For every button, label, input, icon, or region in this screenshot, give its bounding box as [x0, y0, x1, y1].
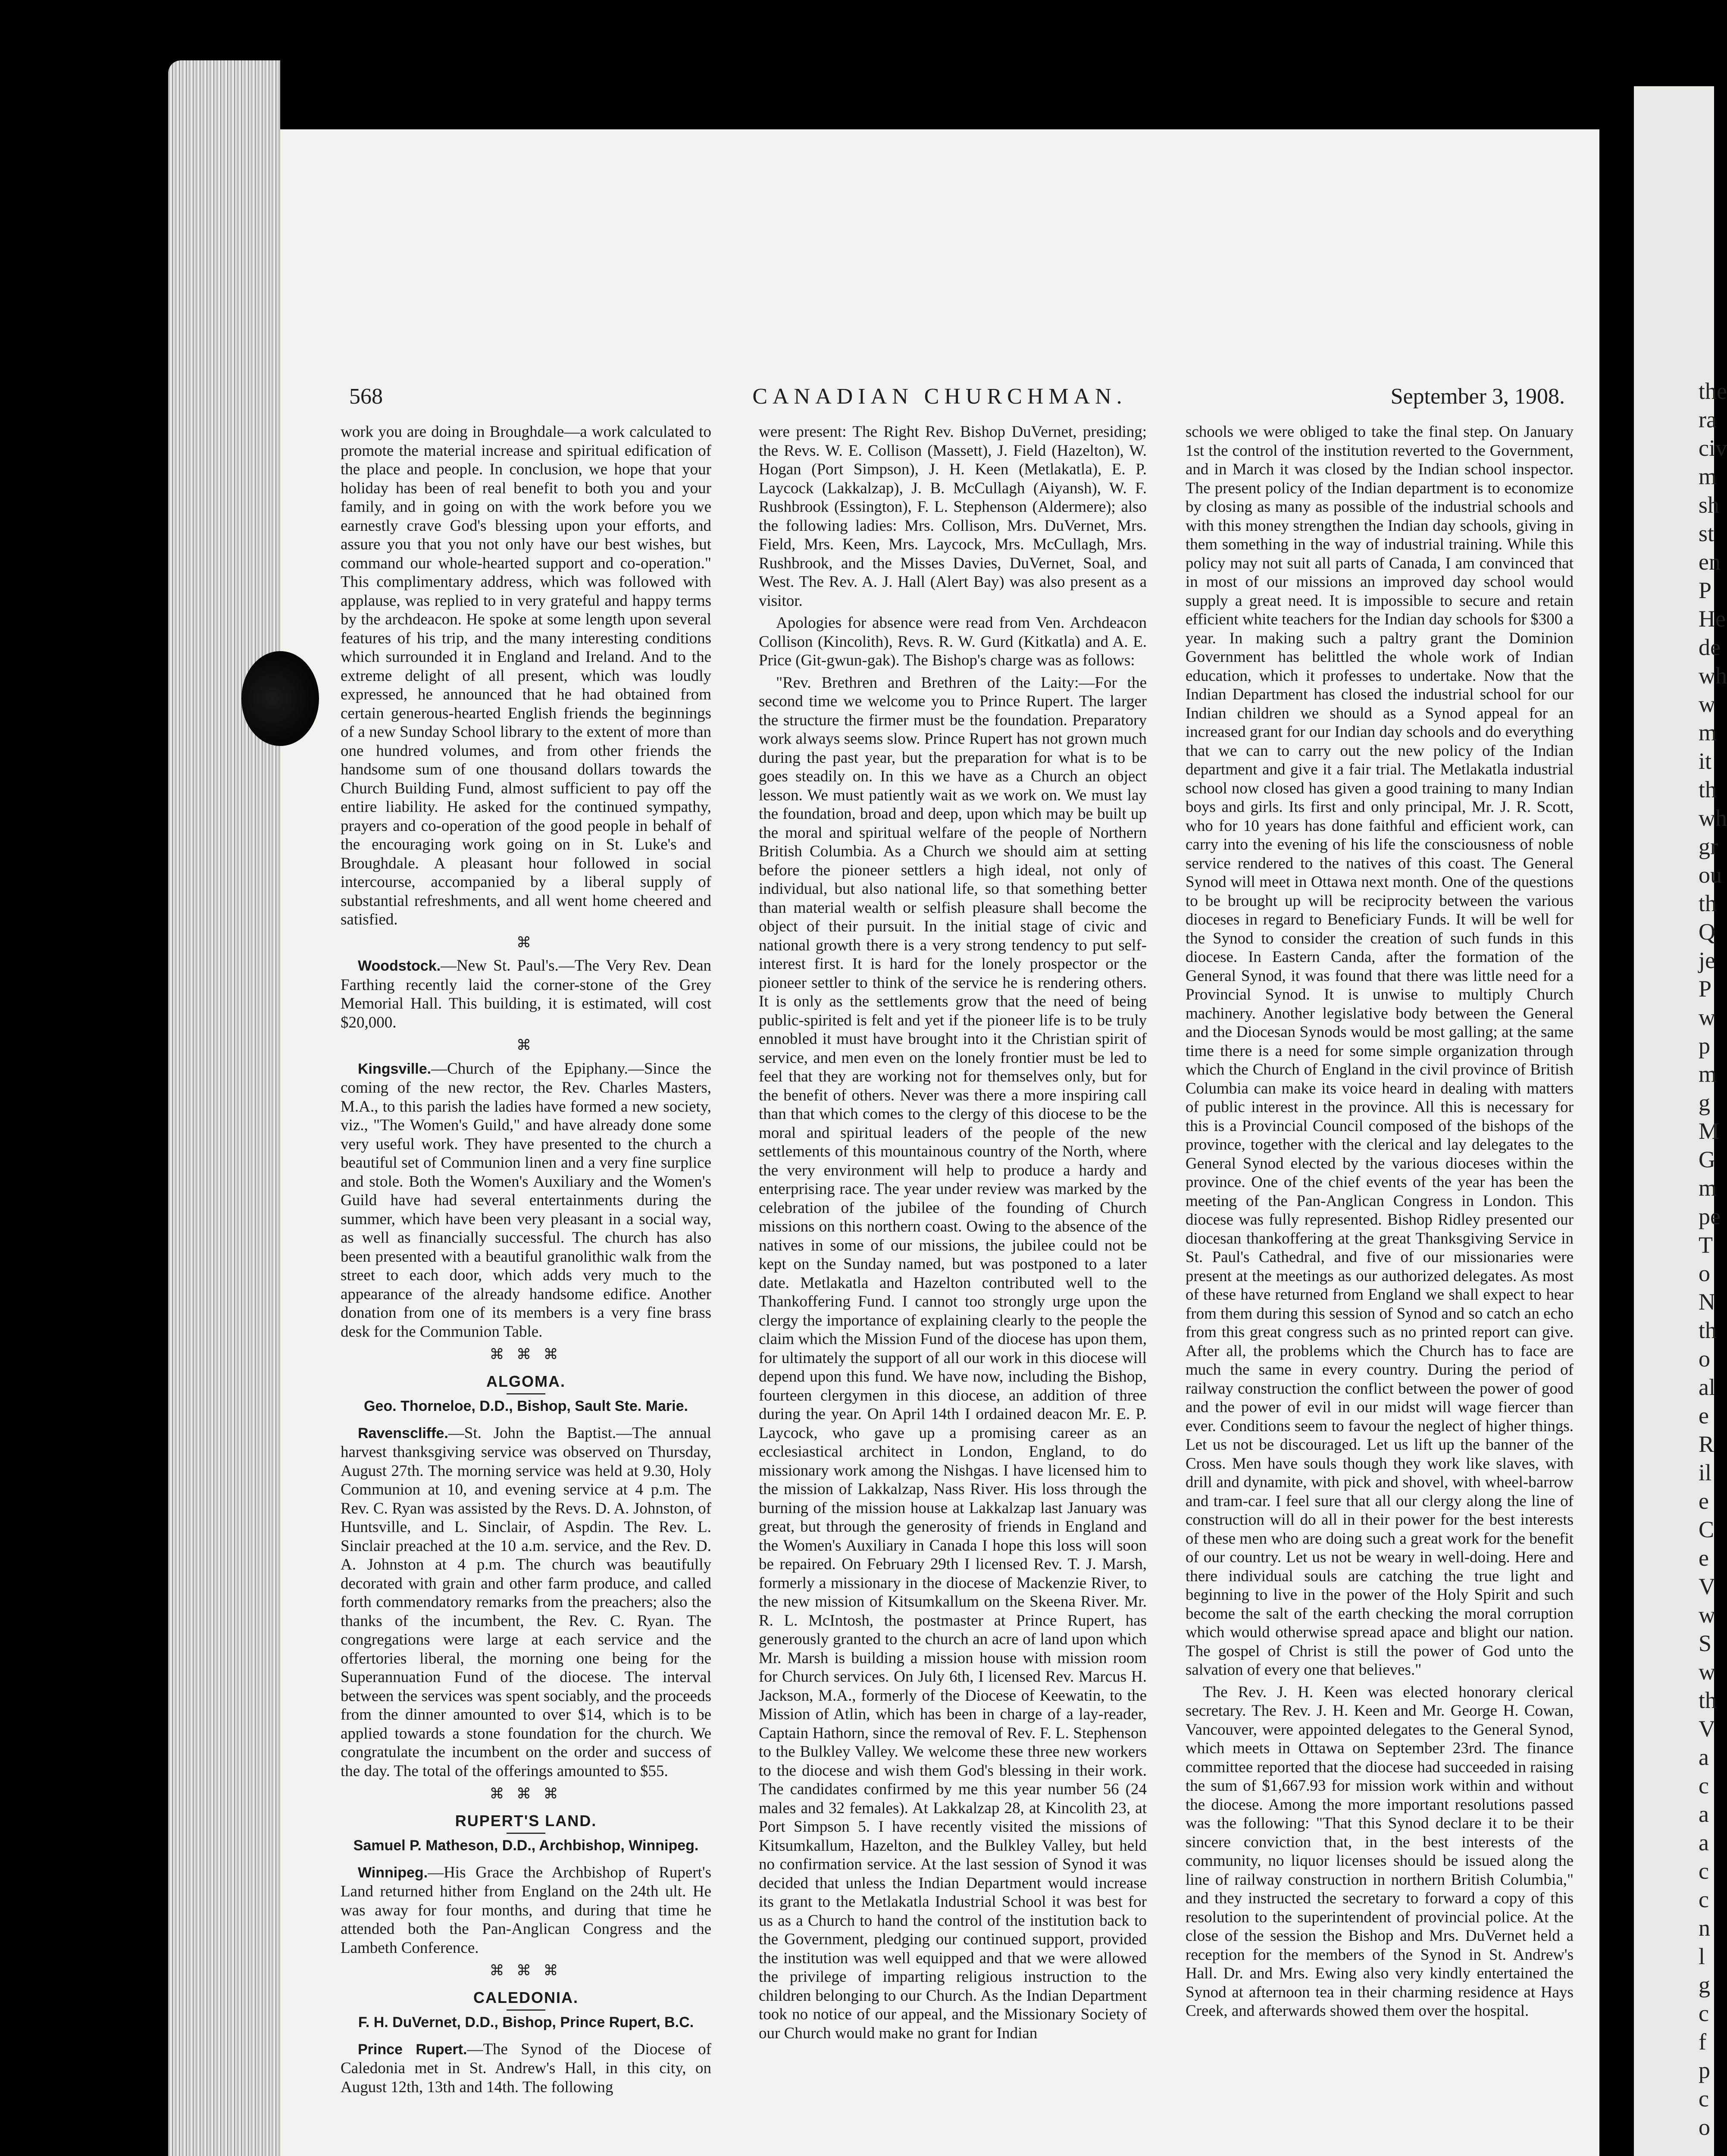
next-page-fragment: o [1699, 2114, 1710, 2140]
next-page-fragment: a [1699, 1801, 1709, 1827]
next-page-fragment: P [1699, 976, 1712, 1002]
next-page-fragment: it [1699, 748, 1712, 774]
section-ornament: ⌘ ⌘ ⌘ [489, 1786, 563, 1802]
next-page-fragment: sh [1699, 492, 1720, 518]
bishop-line: F. H. DuVernet, D.D., Bishop, Prince Rupert, B.C. [358, 2014, 694, 2031]
next-page-fragment: Q [1699, 919, 1715, 945]
next-page-fragment: w [1699, 1602, 1715, 1628]
next-page-fragment: o [1699, 1260, 1710, 1286]
next-page-fragment: m [1699, 720, 1717, 746]
next-page-fragment: th [1699, 890, 1717, 916]
next-page-fragment: c [1699, 2000, 1709, 2026]
next-page-fragment: g [1699, 1972, 1710, 1998]
news-item-kingsville [341, 1059, 711, 1341]
next-page-fragment: en [1699, 549, 1721, 575]
news-item-ravenscliffe [341, 1424, 711, 1781]
next-page-fragment: ou [1699, 862, 1722, 888]
news-text: —The Synod of the Diocese of Caledonia met in St. Andrew's Hall, in this city, on August 12th, 13th and 14th. The following [341, 2040, 711, 2096]
divider [507, 1393, 545, 1395]
divider [507, 2009, 545, 2011]
next-page-fragment: T [1699, 1232, 1713, 1258]
next-page-fragment: V [1699, 1716, 1715, 1742]
section-ornament: ⌘ [516, 1037, 535, 1053]
news-item-prince-rupert [341, 2040, 711, 2097]
journal-title: CANADIAN CHURCHMAN. [752, 384, 1127, 409]
next-page-fragment: N [1699, 1289, 1715, 1315]
divider [507, 1833, 545, 1834]
next-page-fragment: p [1699, 1033, 1710, 1059]
scan-gutter [1599, 0, 1634, 2156]
next-page-fragment: wh [1699, 805, 1727, 831]
diocese-heading-caledonia: CALEDONIA. [473, 1988, 579, 2006]
next-page-fragment: gr [1699, 834, 1718, 859]
next-page-fragment: a [1699, 1744, 1709, 1770]
next-page-fragment: He [1699, 606, 1726, 632]
next-page-fragment: pe [1699, 1203, 1721, 1229]
column-3 [1186, 423, 1574, 2156]
column-1 [341, 423, 711, 2156]
diocese-heading-ruperts-land: RUPERT'S LAND. [455, 1811, 597, 1830]
scan-binding [0, 0, 168, 2156]
next-page-fragment: o [1699, 1346, 1710, 1372]
next-page-fragment: je [1699, 947, 1715, 973]
place-name: Winnipeg. [358, 1864, 428, 1881]
next-page-fragment: ra [1699, 407, 1717, 432]
next-page-fragment: the [1699, 378, 1727, 404]
place-name: Ravenscliffe. [358, 1425, 448, 1442]
next-page-fragment: th [1699, 1317, 1717, 1343]
next-page-fragment: th [1699, 777, 1717, 802]
next-page-fragment: c [1699, 1773, 1709, 1799]
news-text: —St. John the Baptist.—The annual harvest thanksgiving service was observed on Thursday, August 27th. The morning service was held at 9.30, Holy Communion at 10, and evening service at 4 p.m. The Rev. C. Ryan was assisted by the Revs. D. A. Johnston, of Huntsville, and L. Sinclair, of Aspdin. The Rev. L. Sinclair preached at the 10 a.m. service, and the Rev. D. A. Johnston at 4 p.m. The church was beautifully decorated with grain and other farm produce, and called forth commendatory remarks from the preachers; also the thanks of the incumbent, the Rev. C. Ryan. The congregations were large at each service and the offertories liberal, the morning one being for the Superannuation Fund of the diocese. The interval between the services was spent sociably, and the proceeds from the dinner amounted to over $14, which is to be applied towards a stone foundation for the church. We congratulate the incumbent on the order and success of the day. The total of the offerings amounted to $55. [341, 1424, 711, 1780]
next-page-fragment: g [1699, 1090, 1710, 1116]
place-name: Kingsville. [358, 1060, 432, 1077]
next-page-fragment: w [1699, 1004, 1715, 1030]
news-item-woodstock [341, 956, 711, 1032]
news-text: —New St. Paul's.—The Very Rev. Dean Farthing recently laid the corner-stone of the Grey Memorial Hall. This building, it is estimated, will cost $20,000. [341, 957, 711, 1031]
scanner-finger-shadow [241, 651, 319, 746]
next-page-fragment: n [1699, 1915, 1710, 1941]
section-ornament: ⌘ ⌘ ⌘ [489, 1347, 563, 1363]
article-paragraph: work you are doing in Broughdale—a work calculated to promote the material increase and spiritual edification of the place and people. In conclusion, we hope that your holiday has been of real benefit to both you and your family, and in going on with the work before you we earnestly crave God's blessing upon your efforts, and assure you that you not only have our best wishes, but command our whole-hearted support and co-operation." This complimentary address, which was followed with applause, was replied to in very grateful and happy terms by the archdeacon. He spoke at some length upon several features of his trip, and the many interesting conditions which surrounded it in England and Ireland. And to the extreme delight of all present, which was loudly expressed, he announced that he had obtained from certain generous-hearted English friends the beginnings of a new Sunday School library to the extent of more than one hundred volumes, and from other friends the handsome sum of one thousand dollars towards the Church Building Fund, almost sufficient to pay off the entire liability. He asked for the continued sympathy, prayers and co-operation of the good people in behalf of the encouraging work going on in St. Luke's and Broughdale. A pleasant hour followed in social intercourse, accompanied by a liberal supply of substantial refreshments, and all went home cheered and satisfied. [341, 423, 711, 928]
next-page-fragment: m [1699, 1175, 1717, 1201]
article-paragraph: were present: The Right Rev. Bishop DuVernet, presiding; the Revs. W. E. Collison (Massett), J. Field (Hazelton), W. Hogan (Port Simpson), J. H. Keen (Metlakatla), E. P. Laycock (Lakkalzap), J. B. McCullagh (Aiyansh), W. F. Rushbrook (Essington), F. L. Stephenson (Aldermere); also the following ladies: Mrs. Collison, Mrs. DuVernet, Mrs. Field, Mrs. Keen, Mrs. Laycock, Mrs. McCullagh, Mrs. Rushbrook, and the Misses Davies, DuVernet, Soal, and West. The Rev. A. J. Hall (Alert Bay) was also present as a visitor. [759, 423, 1147, 610]
next-page-fragment: a [1699, 1830, 1709, 1855]
page-header [280, 384, 1599, 414]
next-page-fragment: e [1699, 1488, 1709, 1514]
next-page-fragment: f [1699, 2029, 1706, 2055]
page-number: 568 [349, 384, 383, 409]
article-paragraph: The Rev. J. H. Keen was elected honorary clerical secretary. The Rev. J. H. Keen and Mr. George H. Cowan, Vancouver, were appointed delegates to the General Synod, which meets in Ottawa on September 23rd. The finance committee reported that the diocese had succeeded in raising the sum of $1,667.93 for mission work within and without the diocese. Among the more important resolutions passed was the following: "That this Synod declare it to be their sincere conviction that, in the best interests of the community, no liquor licenses should be issued along the line of railway construction in northern British Columbia," and they instructed the secretary to forward a copy of this resolution to the superintendent of provincial police. At the close of the session the Bishop and Mrs. DuVernet held a reception for the members of the Synod in St. Andrew's Hall. Dr. and Mrs. Ewing also very kindly entertained the Synod at afternoon tea in their charming residence at Hays Creek, and afterwards showed them over the hospital. [1186, 1683, 1574, 2020]
bishop-line: Geo. Thorneloe, D.D., Bishop, Sault Ste. Marie. [364, 1398, 688, 1414]
next-page-fragment: S [1699, 1630, 1712, 1656]
next-page-fragment: R [1699, 1431, 1714, 1457]
column-2 [759, 423, 1147, 2156]
news-item-winnipeg [341, 1863, 711, 1958]
article-paragraph: Apologies for absence were read from Ven. Archdeacon Collison (Kincolith), Revs. R. W. Gurd (Kitkatla) and A. E. Price (Git-gwun-gak). The Bishop's charge was as follows: [759, 614, 1147, 669]
next-page-fragment: al [1699, 1374, 1715, 1400]
next-page-fragment: w [1699, 691, 1715, 717]
bishops-charge: "Rev. Brethren and Brethren of the Laity:—For the second time we welcome you to Prince Rupert. The larger the structure the firmer must be the foundation. Preparatory work always seems slow. Prince Rupert has not grown much during the past year, but the preparation for what is to be goes steadily on. In this we have as a Church an object lesson. We must patiently wait as we work on. We must lay the foundation, broad and deep, upon which may be built up the moral and spiritual welfare of the people of Northern British Columbia. As a Church we should aim at setting before the pioneer settlers a high ideal, not only of individual, but also national life, so that something better than material wealth or selfish pleasure shall become the object of their pursuit. In the initial stage of civic and national growth there is a very strong tendency to put self-interest first. It is hard for the lonely prospector or the pioneer settler to think of the service he is rendering others. It is only as the settlements grow that the need of being public-spirited is felt and yet if the pioneer life is to be truly ennobled it must have brought into it the Christian spirit of service, and men even on the lonely frontier must be led to feel that they are working not for themselves only, but for the benefit of others. Never was there a more inspiring call than that which comes to the clergy of this diocese to be the moral and spiritual leaders of the people of the new settlements of this mountainous country of the North, where the very environment will help to produce a hardy and enterprising race. The year under review was marked by the celebration of the jubilee of the founding of Church missions on this northern coast. Owing to the absence of the natives in some of our missions, the jubilee could not be kept on the Sunday named, but was postponed to a later date. Metlakatla and Hazelton contributed well to the Thankoffering Fund. I cannot too strongly urge upon the clergy the importance of explaining clearly to the people the claim which the Mission Fund of the diocese has upon them, for ultimately the support of all our work in this diocese will depend upon this fund. We have now, including the Bishop, fourteen clergymen in this diocese, an addition of three during the year. On April 14th I ordained deacon Mr. E. P. Laycock, who gave up a promising career as an ecclesiastical architect in London, England, to do missionary work among the Nishgas. I have licensed him to the mission of Lakkalzap, Nass River. His loss through the burning of the mission house at Lakkalzap last January was great, but through the generosity of friends in England and the Women's Auxiliary in Canada I hope this loss will soon be repaired. On February 29th I licensed Rev. T. J. Marsh, formerly a missionary in the diocese of Mackenzie River, to the new mission of Kitsumkallum on the Skeena River. Mr. R. L. McIntosh, the postmaster at Prince Rupert, has generously granted to the church an acre of land upon which Mr. Marsh is building a mission house with mission room for Church services. On July 6th, I licensed Rev. Marcus H. Jackson, M.A., formerly of the Diocese of Keewatin, to the Mission of Atlin, which has been in charge of a lay-reader, Captain Hathorn, since the removal of Rev. F. L. Stephenson to the Bulkley Valley. We welcome these three new workers to the diocese and wish them God's blessing in their work. The candidates confirmed by me this year number 56 (24 males and 32 females). At Lakkalzap 28, at Kincolith 23, at Port Simpson 5. I have recently visited the missions of Kitsumkallum, Hazelton, and the Bulkley Valley, but held no confirmation service. At the last session of Synod it was decided that unless the Indian Department would increase its grant to the Metlakatla Industrial School it was best for us as a Church to hand the control of the institution back to the Government, pledging our continued support, provided the institution was well equipped and that we were allowed the privilege of imparting religious instruction to the children belonging to our Church. As the Indian Department took no notice of our appeal, and the Missionary Society of our Church would make no grant for Indian [759, 674, 1147, 2042]
next-page-fragment: l [1699, 1943, 1705, 1969]
bishops-charge-continued: schools we were obliged to take the final step. On January 1st the control of the institution reverted to the Government, and in March it was closed by the Indian school inspector. The present policy of the Indian department is to economize by closing as many as possible of the industrial schools and with this money strengthen the Indian day schools, giving in them something in the way of industrial training. While this policy may not suit all parts of Canada, I am convinced that in most of our missions an improved day school would supply a great need. It is impossible to secure and retain efficient white teachers for the Indian day schools for $300 a year. In making such a paltry grant the Dominion Government has belittled the whole work of Indian education, which it professes to undertake. Now that the Indian Department has closed the industrial school for our Indian children we should as a Synod appeal for an increased grant for our Indian day schools and do everything that we can to carry out the new policy of the Indian department and give it a fair trial. The Metlakatla industrial school now closed has given a good training to many Indian boys and girls. Its first and only principal, Mr. J. R. Scott, who for 10 years has done faithful and efficient work, can carry into the evening of his life the consciousness of noble service rendered to the natives of this coast. The General Synod will meet in Ottawa next month. One of the questions to be brought up will be reciprocity between the various dioceses in regard to Beneficiary Funds. It will be well for the Synod to consider the creation of such funds in this diocese. In Eastern Canda, after the formation of the General Synod, it was found that there was little need for a Provincial Synod. It is unwise to multiply Church machinery. Another legislative body between the General and the Diocesan Synods would be most galling; at the same time there is a need for some simple organization through which the Church of England in the civil province of British Columbia can make its voice heard in dealing with matters of public interest in the province. All this is necessary for this is a Provincial Council composed of the bishops of the province, together with the clerical and lay delegates to the General Synod elected by the various dioceses within the province. One of the chief events of the year has been the meeting of the Pan-Anglican Congress in London. This diocese was fully represented. Bishop Ridley presented our diocesan thankoffering at the great Thanksgiving Service in St. Paul's Cathedral, and five of our missionaries were present at the meetings as our authorized delegates. As most of these have returned from England we shall expect to hear from them during this session of Synod and so catch an echo from this great congress such as no printed report can give. After all, the problems which the Church has to face are much the same in every country. During the period of railway construction the conflict between the power of good and the power of evil in our midst will wage fiercer than ever. Conditions seem to favour the neglect of higher things. Let us not be discouraged. Let us lift up the banner of the Cross. Men have souls though they work like slaves, with drill and dynamite, with pick and shovel, with wheel-barrow and tram-car. I feel sure that all our clergy along the line of construction will do all in their power for the best interests of these men who are doing such a great work for the benefit of our country. Let us not be weary in well-doing. Here and there individual souls are catching the true light and beginning to live in the power of the Holy Spirit and such become the salt of the earth checking the moral corruption which would otherwise spread apace and blight our nation. The gospel of Christ is still the power of God unto the salvation of every one that believes." [1186, 423, 1574, 1679]
newspaper-page [280, 129, 1599, 2156]
next-page-fragment: V [1699, 1573, 1715, 1599]
issue-date: September 3, 1908. [1390, 384, 1565, 409]
next-page-fragment: M [1699, 1118, 1720, 1144]
diocese-heading-algoma: ALGOMA. [486, 1372, 566, 1390]
next-page-fragment: th [1699, 1687, 1717, 1713]
next-page-fragment: de [1699, 634, 1721, 660]
place-name: Woodstock. [358, 958, 441, 974]
next-page-fragment: w [1699, 1659, 1715, 1685]
next-page-fragment: p [1699, 2057, 1710, 2083]
next-page-fragment: e [1699, 1545, 1709, 1571]
next-page-fragment: G [1699, 1147, 1715, 1172]
section-ornament: ⌘ ⌘ ⌘ [489, 1963, 563, 1979]
place-name: Prince Rupert. [358, 2041, 467, 2058]
next-page-edge [1634, 86, 1727, 2156]
next-page-fragment: C [1699, 1517, 1714, 1542]
bishop-line: Samuel P. Matheson, D.D., Archbishop, Winnipeg. [353, 1837, 699, 1854]
news-text: —His Grace the Archbishop of Rupert's Land returned hither from England on the 24th ult. He was away for four months, and during that time he attended both the Pan-Anglican Congress and the Lambeth Conference. [341, 1863, 711, 1957]
next-page-fragment: e [1699, 1403, 1709, 1429]
next-page-fragment: civ [1699, 435, 1727, 461]
next-page-fragment: wh [1699, 663, 1727, 689]
section-ornament: ⌘ [516, 934, 535, 951]
news-text: —Church of the Epiphany.—Since the coming of the new rector, the Rev. Charles Masters, M.A., to this parish the ladies have formed a new society, viz., "The Women's Guild," and have already done some very useful work. They have presented to the church a beautiful set of Communion linen and a very fine surplice and stole. Both the Women's Auxiliary and the Women's Guild have had several entertainments during the summer, which have been very pleasant in a social way, as well as financially successful. The church has also been presented with a beautiful granolithic walk from the street to each door, which adds very much to the appearance of the already handsome edifice. Another donation from one of its members is a very fine brass desk for the Communion Table. [341, 1059, 711, 1341]
next-page-fragment: c [1699, 1858, 1709, 1884]
next-page-fragment: c [1699, 2086, 1709, 2112]
next-page-fragment: c [1699, 1887, 1709, 1912]
next-page-fragment: il [1699, 1460, 1712, 1485]
next-page-fragment: m [1699, 464, 1717, 489]
next-page-fragment: P [1699, 577, 1712, 603]
next-page-fragment: m [1699, 1061, 1717, 1087]
next-page-fragment: st [1699, 520, 1714, 546]
book-page-edges [168, 60, 280, 2156]
